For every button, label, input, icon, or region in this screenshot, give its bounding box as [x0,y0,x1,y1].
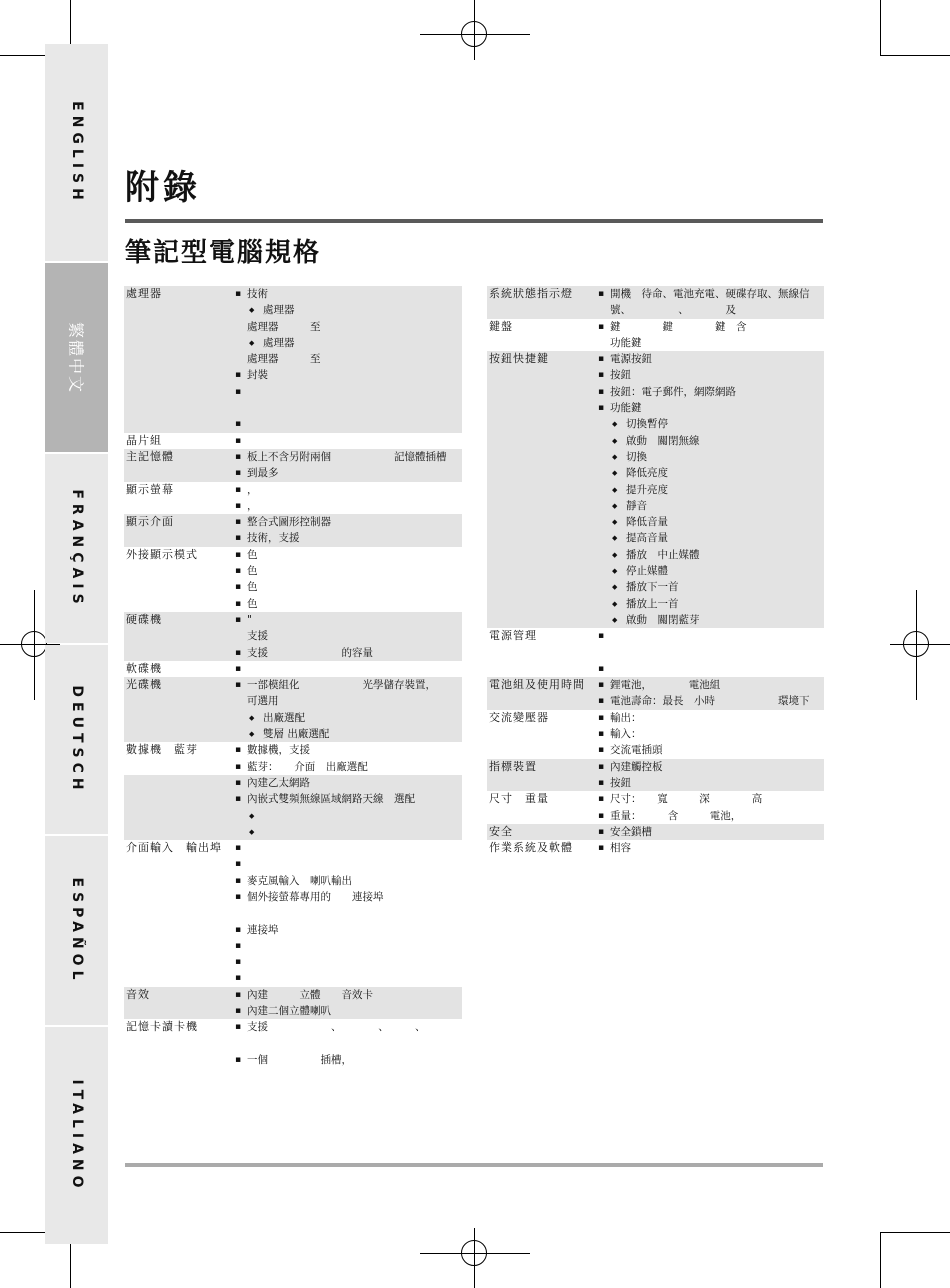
spec-label [124,775,233,840]
tab-spanish[interactable] [45,836,108,1025]
spec-item: 支援 [247,630,268,643]
spec-items [233,612,462,661]
tab-italian-label: ITALIANO [68,1078,85,1193]
spec-item [233,384,460,400]
spec-label: 硬碟機 [126,612,162,626]
language-tabs [45,44,108,1244]
spec-item: ◆ 停止媒體 [596,563,822,579]
tab-traditional-chinese-label: 繁體中文 [66,321,85,394]
spec-item: ▪ 尺寸： 寬 深 高 [596,791,822,807]
tab-english-label: ENGLISH [68,100,85,205]
spec-item: ◆ 切換暫停 [596,416,822,432]
spec-items [233,677,462,742]
spec-item: ▪ 安全鎖槽 [596,824,822,840]
spec-row [124,286,462,433]
spec-item: 處理器 至 [247,320,321,333]
spec-items [596,840,824,856]
spec-label: 音效 [126,987,150,1001]
spec-item: 處理器 至 [247,353,321,366]
spec-item: ▪ 鋰電池， 電池組 [596,677,822,693]
spec-items [596,710,824,759]
spec-item: ▪ 內嵌式雙頻無線區域網路天線 選配 [233,791,460,807]
spec-row [124,547,462,612]
spec-item: 功能鍵 [610,336,642,349]
spec-item [233,938,460,954]
spec-item: ▪ 內建二個立體喇叭 [233,1003,460,1019]
spec-items [233,547,462,612]
spec-row [124,742,462,775]
spec-item: ◆ 啟動 關閉無線 [596,433,822,449]
title-rule [125,219,823,223]
spec-items [596,824,824,840]
tab-spanish-label: ESPAÑOL [68,877,85,984]
spec-label: 數據機 藍芽 [126,743,198,757]
spec-label: 處理器 [126,287,162,300]
spec-item: 號、 、 及 [610,304,736,317]
spec-item: ▪ 按鈕：電子郵件，網際網路 [596,384,822,400]
spec-item: ▪ 數據機，支援 [233,742,460,758]
spec-label: 外接顯示模式 [126,547,198,561]
spec-item: ▪ 按鈕 [596,775,822,791]
spec-items [596,677,824,710]
spec-item: ▪ ， [233,482,460,498]
spec-item: ▪ 輸出： [596,710,822,726]
spec-row [124,449,462,482]
spec-row [487,677,824,710]
spec-items [233,775,462,840]
spec-label: 記憶卡讀卡機 [126,1020,198,1034]
spec-label: 電源管理 [489,629,537,643]
spec-label: 作業系統及軟體 [489,841,573,855]
spec-item [233,824,460,840]
spec-item: ▪ 色 [233,579,460,595]
tab-german-label: DEUTSCH [68,684,85,795]
spec-item: ▪ 交流電插頭 [596,742,822,758]
spec-label: 鍵盤 [489,319,513,333]
spec-item: ◆ 出廠選配 [233,710,460,726]
spec-item [596,645,822,661]
spec-item: ▪ 內建乙太網路 [233,775,460,791]
spec-row [487,628,824,677]
page-title: 附錄 [125,168,201,208]
spec-label: 尺寸 重量 [489,792,549,806]
spec-item [233,970,460,986]
spec-item: ▪ 到最多 [233,465,460,481]
spec-item: ▪ 鍵 鍵 鍵 含 [596,319,822,335]
spec-item: ▪ 相容 [596,840,822,856]
spec-label: 介面輸入 輸出埠 [126,841,222,855]
spec-row [487,351,824,628]
spec-item: ▪ 開機 待命、電池充電、硬碟存取、無線信 [596,286,822,302]
tab-french[interactable] [45,454,108,643]
spec-item: ◆ 播放下一首 [596,579,822,595]
spec-row [487,840,824,856]
spec-label: 按鈕快捷鍵 [489,352,549,366]
spec-label: 交流變壓器 [489,710,549,724]
tab-italian[interactable] [45,1027,108,1244]
spec-item [233,808,460,824]
spec-item: ▪ 整合式圖形控制器 [233,514,460,530]
spec-row [124,514,462,547]
spec-item [233,856,460,872]
spec-item [596,628,822,644]
spec-items [596,791,824,824]
section-title: 筆記型電腦規格 [125,238,322,268]
spec-item: ▪ 電源按鈕 [596,351,822,367]
spec-items [596,628,824,677]
spec-items [233,286,462,433]
spec-items [233,482,462,515]
spec-item: 可選用 [247,695,279,708]
spec-row [124,661,462,677]
spec-item: ◆ 提升亮度 [596,482,822,498]
spec-item: ◆ 降低亮度 [596,465,822,481]
spec-row [487,824,824,840]
spec-item [233,840,460,856]
spec-item [233,416,460,432]
tab-french-label: FRANÇAIS [68,488,85,609]
footer-rule [125,1163,823,1167]
spec-row [487,759,824,792]
spec-items [596,351,824,628]
spec-item: ▪ 技術，支援 [233,530,460,546]
spec-item [233,661,460,677]
spec-item: ▪ 封裝 [233,367,460,383]
spec-item: ▪ 色 [233,596,460,612]
spec-item: ▪ 藍芽： 介面 出廠選配 [233,759,460,775]
spec-item: ▪ 重量： 含 電池， [596,808,822,824]
spec-item: ▪ 麥克風輸入 喇叭輸出 [233,873,460,889]
spec-items [596,759,824,792]
tab-german[interactable] [45,645,108,834]
spec-item: ▪ 內建觸控板 [596,759,822,775]
spec-item: ◆ 提高音量 [596,530,822,546]
spec-item: ▪ 一部模組化 光學儲存裝置， [233,677,460,693]
spec-item [233,1036,460,1052]
spec-items [233,1019,462,1068]
spec-item: ◆ 降低音量 [596,514,822,530]
spec-item [233,400,460,416]
spec-item: ▪ 技術 [233,286,460,302]
spec-item: ◆ 播放上一首 [596,596,822,612]
spec-label: 晶片組 [126,433,162,447]
spec-item: ◆ 靜音 [596,498,822,514]
spec-item: ◆ 啟動 關閉藍芽 [596,612,822,628]
spec-item [233,905,460,921]
spec-row [124,433,462,449]
spec-label: 指標裝置 [489,759,537,773]
spec-row [487,710,824,759]
spec-row [124,987,462,1020]
spec-label: 光碟機 [126,678,162,692]
spec-item: ▪ 功能鍵 [596,400,822,416]
spec-item: ◆ 雙層 出廠選配 [233,726,460,742]
spec-item [233,433,460,449]
spec-label: 顯示螢幕 [126,482,174,496]
spec-item: ▪ 板上不含另附兩個 記憶體插槽 [233,449,460,465]
spec-item: ▪ 個外接螢幕專用的 連接埠 [233,889,460,905]
spec-row [487,319,824,352]
spec-row [124,1019,462,1068]
spec-item: ▪ 色 [233,547,460,563]
spec-label: 安全 [489,824,513,838]
spec-item: ▪ ， [233,498,460,514]
spec-item: ▪ 內建 立體 音效卡 [233,987,460,1003]
tab-traditional-chinese[interactable] [45,263,108,452]
spec-items [596,286,824,319]
spec-items [233,840,462,987]
spec-item: ▪ 支援 的容量 [233,645,460,661]
spec-item: ▪ 輸入： [596,726,822,742]
spec-item: ▪ 按鈕 [596,367,822,383]
spec-item: ▪ 連接埠 [233,922,460,938]
spec-item: ◆ 播放 中止媒體 [596,547,822,563]
spec-label: 電池組及使用時間 [489,678,585,692]
spec-row [124,677,462,742]
spec-table-left [124,286,462,1068]
spec-item: ▪ " [233,612,460,628]
spec-item [233,954,460,970]
spec-row [124,482,462,515]
spec-row [124,612,462,661]
spec-row [487,791,824,824]
spec-items [233,987,462,1020]
spec-item: ▪ 色 [233,563,460,579]
spec-item: ◆ 切換 [596,449,822,465]
spec-table-right [487,286,824,856]
spec-items [233,742,462,775]
spec-row [124,775,462,840]
spec-label: 顯示介面 [126,515,174,529]
spec-items [233,661,462,677]
spec-label: 主記憶體 [126,449,174,463]
spec-item: ▪ 一個 插槽， [233,1052,460,1068]
spec-items [233,514,462,547]
spec-items [233,449,462,482]
spec-item: ▪ 支援 、 、 、 [233,1019,460,1035]
spec-item: ◆ 處理器 [233,302,460,318]
spec-label: 系統狀態指示燈 [489,287,573,300]
spec-row [124,840,462,987]
spec-items [596,319,824,352]
spec-item [596,661,822,677]
spec-items [233,433,462,449]
tab-english[interactable] [45,44,108,261]
spec-row [487,286,824,319]
spec-label: 軟碟機 [126,661,162,675]
spec-item: ▪ 電池壽命：最長 小時 環境下 [596,693,822,709]
spec-item: ◆ 處理器 [233,335,460,351]
